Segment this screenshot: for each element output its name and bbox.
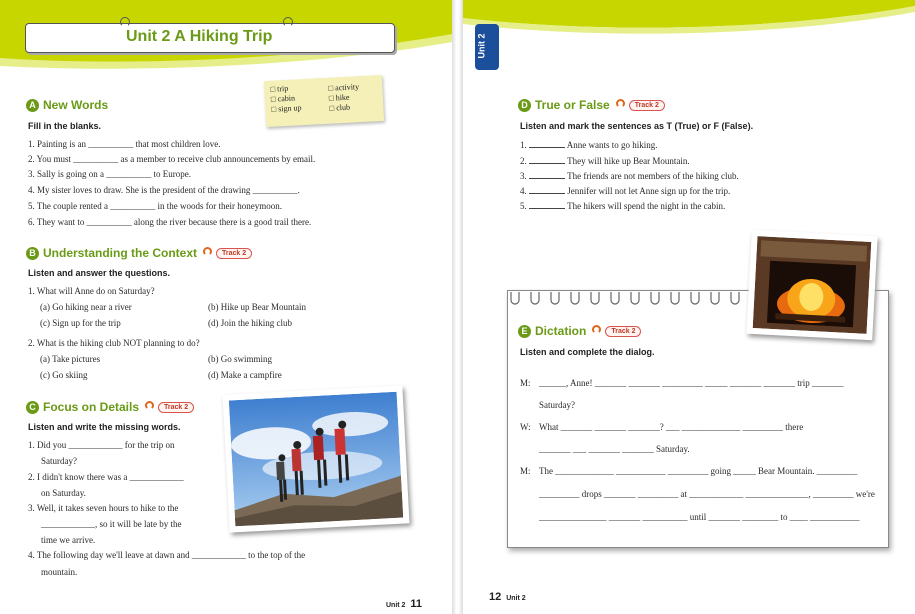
answer-option: (b) Hike up Bear Mountain bbox=[208, 302, 306, 312]
dialog-line: _______ ___ _______ _______ Saturday. bbox=[539, 444, 690, 454]
footer-unit: Unit 2 bbox=[386, 602, 406, 609]
dialog-line: The _____________ ___________ _________ going _____ Bear Mountain. _________ bbox=[539, 466, 858, 476]
answer-option: (b) Go swimming bbox=[208, 354, 272, 364]
tf-item: 4. Jennifer will not let Anne sign up for the trip. bbox=[520, 186, 731, 196]
tf-blank[interactable] bbox=[529, 170, 565, 179]
dialog-line: _______________ _______ __________ until _______ ________ to ____ ___________ bbox=[539, 512, 860, 522]
section-a-item: 2. You must __________ as a member to receive club announcements by email. bbox=[28, 154, 316, 164]
word-item: □ trip bbox=[270, 83, 289, 94]
tf-blank[interactable] bbox=[529, 200, 565, 209]
left-footer bbox=[386, 598, 422, 610]
section-b-heading: B Understanding the Context Track 2 bbox=[26, 246, 252, 260]
unit-side-tab[interactable] bbox=[475, 24, 499, 70]
track-badge[interactable]: Track 2 bbox=[216, 248, 252, 259]
hikers-image bbox=[229, 392, 403, 527]
section-b-question: 1. What will Anne do on Saturday? bbox=[28, 286, 155, 296]
track-badge[interactable]: Track 2 bbox=[605, 326, 641, 337]
track-badge[interactable]: Track 2 bbox=[158, 402, 194, 413]
book-gutter bbox=[452, 0, 463, 614]
page-number: 11 bbox=[410, 598, 423, 610]
answer-option: (c) Sign up for the trip bbox=[40, 318, 121, 328]
section-c-line: on Saturday. bbox=[41, 488, 86, 498]
unit-title bbox=[126, 28, 272, 46]
answer-option: (a) Take pictures bbox=[40, 354, 101, 364]
section-a-item: 1. Painting is an __________ that most children love. bbox=[28, 139, 221, 149]
word-item: □ activity bbox=[328, 82, 360, 93]
section-e-instruction: Listen and complete the dialog. bbox=[520, 347, 655, 357]
headphones-icon bbox=[616, 99, 625, 108]
notepad-rings bbox=[503, 288, 773, 310]
tf-blank[interactable] bbox=[529, 139, 565, 148]
footer-unit: Unit 2 bbox=[506, 595, 526, 602]
right-page bbox=[463, 0, 915, 614]
dialog-line: Saturday? bbox=[539, 400, 575, 410]
section-e-heading: E Dictation Track 2 bbox=[518, 324, 641, 338]
section-c-line: mountain. bbox=[41, 567, 78, 577]
word-item: □ club bbox=[329, 102, 351, 113]
page-number: 12 bbox=[489, 591, 502, 603]
right-footer bbox=[489, 591, 526, 603]
unit-title-text: Unit 2 A Hiking Trip bbox=[126, 28, 273, 45]
side-tab-label: Unit 2 bbox=[476, 33, 487, 59]
section-b-instruction: Listen and answer the questions. bbox=[28, 268, 171, 278]
section-c-instruction: Listen and write the missing words. bbox=[28, 422, 181, 432]
word-item: □ sign up bbox=[271, 103, 302, 114]
track-badge[interactable]: Track 2 bbox=[629, 100, 665, 111]
word-box bbox=[264, 75, 384, 127]
section-c-heading: C Focus on Details Track 2 bbox=[26, 400, 194, 414]
section-c-line: time we arrive. bbox=[41, 535, 96, 545]
dialog-line: What _______ _______ _______? ___ _____________ _________ there bbox=[539, 422, 804, 432]
answer-option: (d) Make a campfire bbox=[208, 370, 282, 380]
word-item: □ cabin bbox=[270, 93, 296, 104]
ring-icon bbox=[283, 17, 293, 27]
tf-item: 5. The hikers will spend the night in the cabin. bbox=[520, 201, 726, 211]
dialog-speaker: W: bbox=[520, 422, 531, 432]
section-c-line: 4. The following day we'll leave at dawn and ____________ to the top of the bbox=[28, 550, 306, 560]
answer-option: (c) Go skiing bbox=[40, 370, 88, 380]
headphones-icon bbox=[592, 325, 601, 334]
section-b-question: 2. What is the hiking club NOT planning to do? bbox=[28, 338, 200, 348]
section-c-line: 1. Did you ____________ for the trip on bbox=[28, 440, 175, 450]
left-page bbox=[0, 0, 452, 614]
tf-item: 2. They will hike up Bear Mountain. bbox=[520, 156, 690, 166]
answer-option: (d) Join the hiking club bbox=[208, 318, 292, 328]
hikers-photo bbox=[223, 385, 410, 532]
section-d-instruction: Listen and mark the sentences as T (True) or F (False). bbox=[520, 121, 754, 131]
section-c-line: ____________, so it will be late by the bbox=[41, 519, 182, 529]
word-box-col1 bbox=[270, 83, 302, 115]
dialog-speaker: M: bbox=[520, 466, 531, 476]
section-a-item: 3. Sally is going on a __________ to Europe. bbox=[28, 169, 191, 179]
header-swoosh bbox=[463, 0, 915, 60]
dialog-speaker: M: bbox=[520, 378, 531, 388]
word-item: □ hike bbox=[328, 92, 350, 103]
tf-item: 3. The friends are not members of the hiking club. bbox=[520, 171, 739, 181]
section-a-heading: A New Words bbox=[26, 98, 108, 112]
unit-title-box bbox=[25, 23, 395, 53]
dialog-line: _________ drops _______ _________ at ____________ ______________, _________ we're bbox=[539, 489, 875, 499]
ring-icon bbox=[120, 17, 130, 27]
tf-blank[interactable] bbox=[529, 185, 565, 194]
headphones-icon bbox=[203, 247, 212, 256]
section-a-item: 5. The couple rented a __________ in the woods for their honeymoon. bbox=[28, 201, 283, 211]
section-a-instruction: Fill in the blanks. bbox=[28, 121, 102, 131]
section-d-heading: D True or False Track 2 bbox=[518, 98, 665, 112]
answer-option: (a) Go hiking near a river bbox=[40, 302, 132, 312]
dialog-line: ______, Anne! _______ _______ _________ _____ _______ _______ trip _______ bbox=[539, 378, 844, 388]
section-a-item: 6. They want to __________ along the river because there is a good trail there. bbox=[28, 217, 312, 227]
word-box-col2 bbox=[328, 82, 360, 114]
tf-blank[interactable] bbox=[529, 155, 565, 164]
fireplace-photo bbox=[746, 230, 877, 340]
section-c-line: 2. I didn't know there was a ____________ bbox=[28, 472, 184, 482]
section-a-item: 4. My sister loves to draw. She is the president of the drawing __________. bbox=[28, 185, 300, 195]
fireplace-image bbox=[753, 236, 872, 334]
section-c-line: 3. Well, it takes seven hours to hike to the bbox=[28, 503, 179, 513]
headphones-icon bbox=[145, 401, 154, 410]
section-c-line: Saturday? bbox=[41, 456, 77, 466]
tf-item: 1. Anne wants to go hiking. bbox=[520, 140, 658, 150]
